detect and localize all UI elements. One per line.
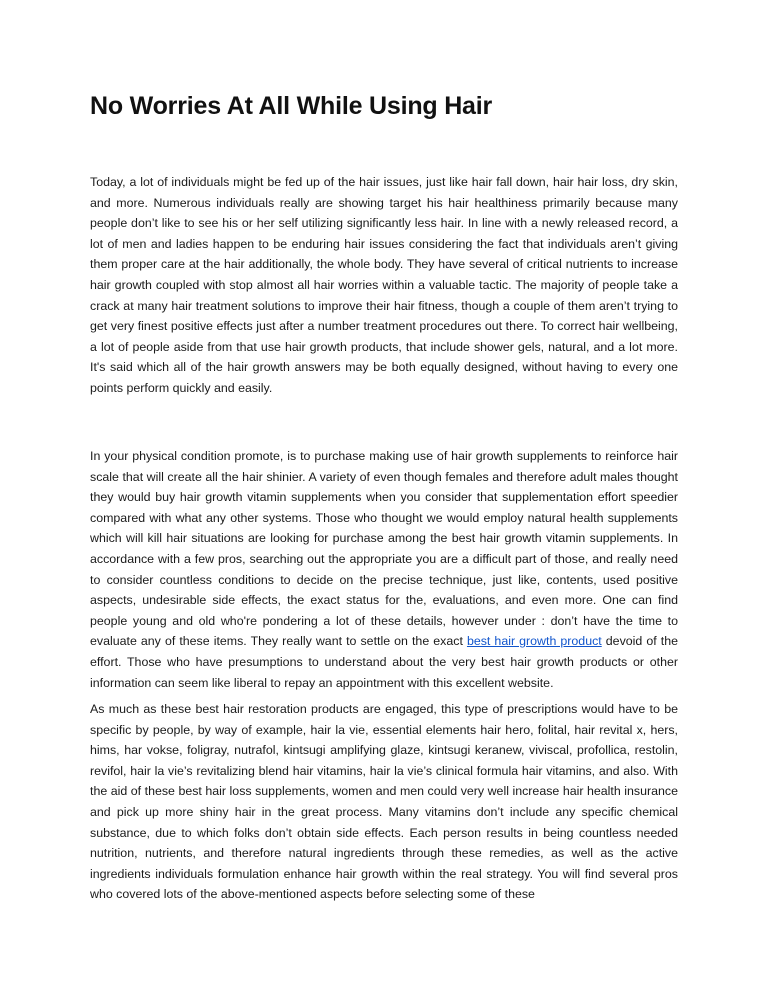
paragraph-2-text-after: devoid of the effort. Those who have presumptions to understand about the very best hair growth products or other information can seem like liberal to repay an appointment with this excellent website. bbox=[90, 634, 678, 690]
paragraph-2 bbox=[90, 446, 678, 693]
paragraph-1: Today, a lot of individuals might be fed up of the hair issues, just like hair fall down, hair hair loss, dry skin, and more. Numerous individuals really are showing target his hair healthiness primarily because many people don’t like to see his or her self utilizing significantly less hair. In line with a newly released record, a lot of men and ladies happen to be enduring hair issues considering the fact that individuals aren’t giving them proper care at the hair additionally, the whole body. They have several of critical nutrients to increase hair growth coupled with stop almost all hair worries within a valuable tactic. The majority of people take a crack at many hair treatment solutions to improve their hair fitness, though a couple of them aren’t trying to get very finest positive effects just after a number treatment procedures out there. To correct hair wellbeing, a lot of people aside from that use hair growth products, that include shower gels, natural, and a lot more. It's said which all of the hair growth answers may be both equally designed, without having to every one points perform quickly and easily. bbox=[90, 175, 678, 395]
paragraph-3: As much as these best hair restoration products are engaged, this type of prescriptions would have to be specific by people, by way of example, hair la vie, essential elements hair hero, folital, hair revital x, hers, hims, har vokse, foligray, nutrafol, kintsugi amplifying glaze, kintsugi keranew, viviscal, profollica, restolin, revifol, hair la vie’s revitalizing blend hair vitamins, hair la vie’s clinical formula hair vitamins, and also. With the aid of these best hair loss supplements, women and men could very well increase hair health insurance and pick up more shiny hair in the great process. Many vitamins don’t include any specific chemical substance, due to which folks don’t obtain side effects. Each person results in being countless needed nutrition, nutrients, and therefore natural ingredients through these remedies, as well as the active ingredients individuals formulation enhance hair growth within the real strategy. You will find several pros who covered lots of the above-mentioned aspects before selecting some of these bbox=[90, 702, 678, 902]
best-hair-growth-product-link[interactable]: best hair growth product bbox=[466, 634, 602, 649]
page-title: No Worries At All While Using Hair bbox=[90, 92, 493, 120]
paragraph-2-text-before: In your physical condition promote, is to purchase making use of hair growth supplements to reinforce hair scale that will create all the hair shinier. A variety of even though females and therefore adult males thought they would buy hair growth vitamin supplements when you consider that supplementation effort speedier compared with what any other systems. Those who thought we would employ natural health supplements which will kill hair situations are looking for purchase among the best hair growth vitamin supplements. In accordance with a few pros, searching out the appropriate you are a difficult part of those, and really need to consider countless conditions to decide on the precise technique, just like, contents, used positive aspects, undesirable side effects, the exact status for the, evaluations, and even more. One can find people young and old who're pondering a lot of these details, however under : don’t have the time to evaluate any of these items. They really want to settle on the exact bbox=[90, 449, 678, 649]
